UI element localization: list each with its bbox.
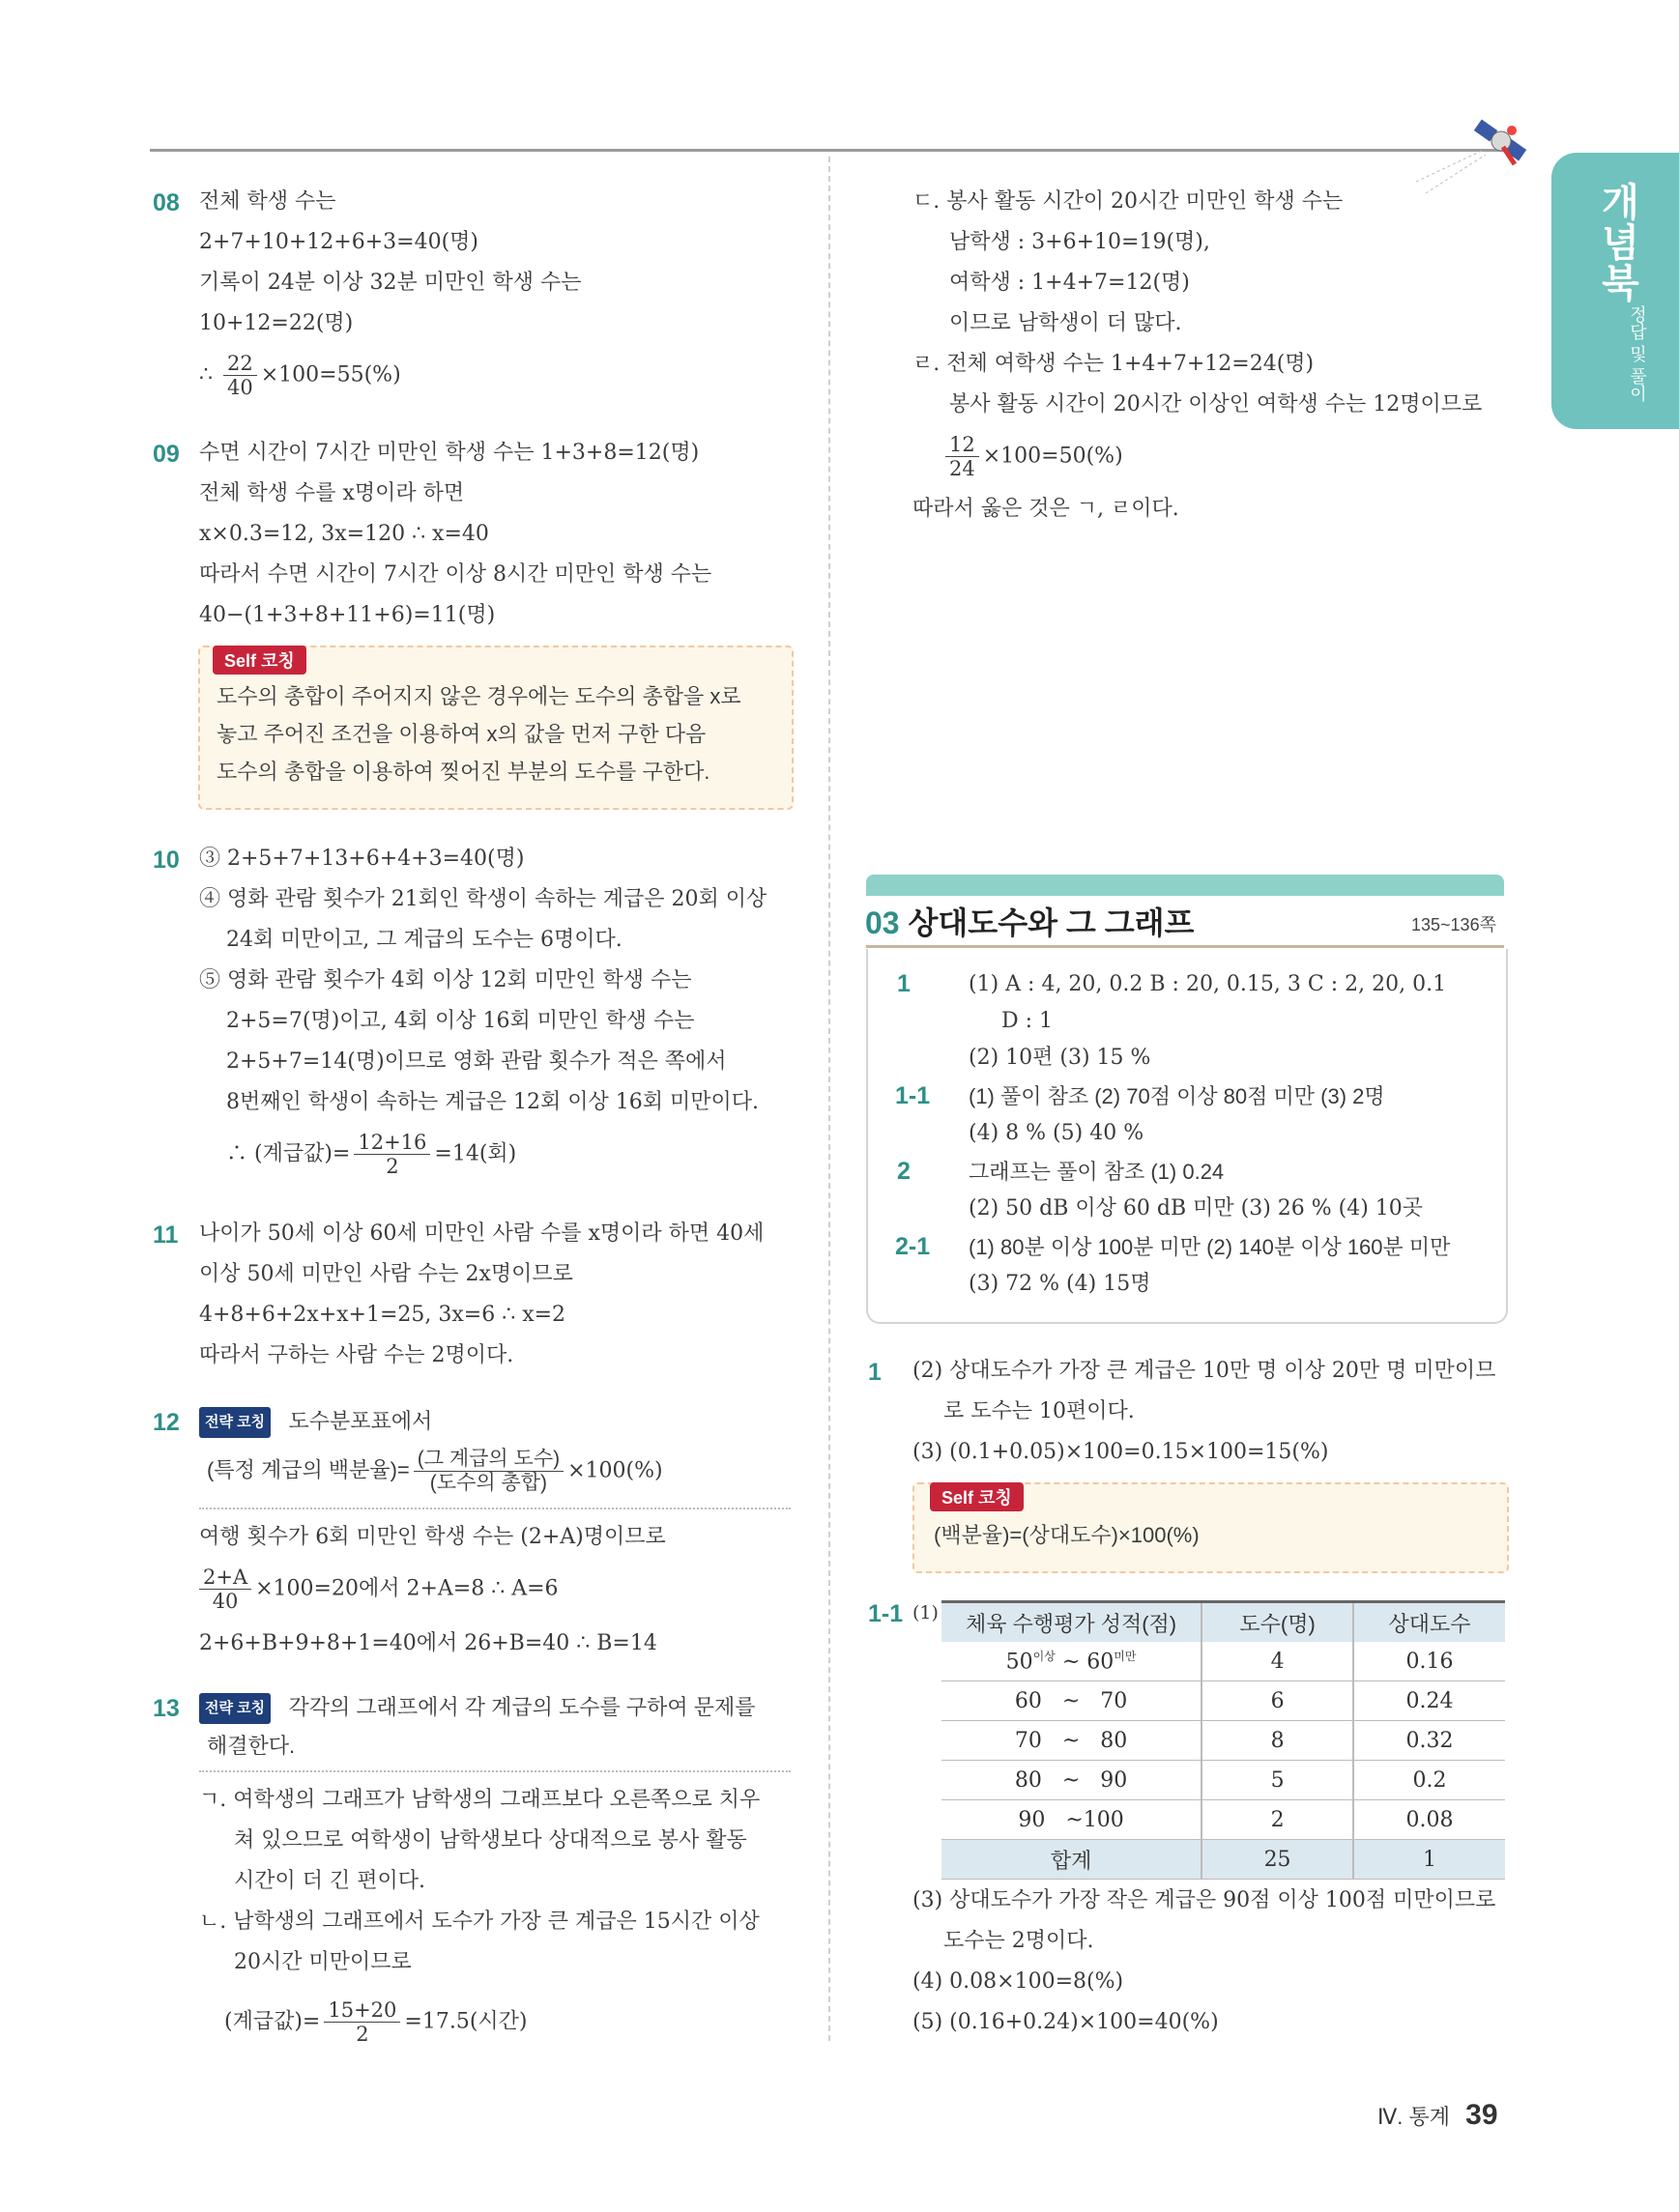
- q13-line: 시간이 더 긴 편이다.: [234, 1869, 425, 1893]
- frequency-cell: 8: [1201, 1721, 1353, 1761]
- total-label: 합계: [941, 1840, 1201, 1880]
- q11-line: 4+8+6+2x+x+1=25, 3x=6 ∴ x=2: [199, 1303, 566, 1327]
- answer-box: [866, 949, 1508, 1324]
- q13-line: 쳐 있으므로 여학생이 남학생보다 상대적으로 봉사 활동: [234, 1828, 747, 1853]
- table-header: 상대도수: [1353, 1602, 1505, 1643]
- class-interval: 70 ~ 80: [941, 1721, 1201, 1761]
- self-coaching-tag: Self 코칭: [213, 646, 306, 675]
- q13-line: ㄱ. 여학생의 그래프가 남학생의 그래프보다 오른쪽으로 치우: [199, 1788, 761, 1812]
- solution-line: (3) (0.1+0.05)×100=0.15×100=15(%): [912, 1440, 1329, 1464]
- problem-11-number: 11: [153, 1221, 179, 1249]
- column-divider: [828, 157, 830, 2041]
- solution-line: 도수는 2명이다.: [943, 1929, 1094, 1953]
- answer-line: (2) 10편 (3) 15 %: [969, 1046, 1151, 1070]
- rc-line: ㄷ. 봉사 활동 시간이 20시간 미만인 학생 수는: [912, 189, 1344, 214]
- rc-line: 여학생 : 1+4+7=12(명): [949, 271, 1190, 295]
- page-footer: [1377, 2099, 1498, 2132]
- satellite-icon: [1416, 106, 1542, 193]
- relative-frequency-cell: 0.2: [1353, 1761, 1505, 1800]
- solution-line: (4) 0.08×100=8(%): [912, 1969, 1124, 1994]
- section-pages: 135~136쪽: [1411, 915, 1496, 934]
- footer-section: Ⅳ. 통계: [1377, 2105, 1451, 2129]
- q13-line: 20시간 미만이므로: [234, 1950, 412, 1974]
- q10-line: 24회 미만이고, 그 계급의 도수는 6명이다.: [226, 928, 622, 952]
- table-total-row: [941, 1840, 1505, 1880]
- solution-line: 로 도수는 10편이다.: [943, 1399, 1135, 1423]
- q09-line: x×0.3=12, 3x=120 ∴ x=40: [199, 522, 489, 546]
- section-underline: [866, 945, 1504, 948]
- q08-fraction-line: ∴ $\frac{22}{40}$ ×100=55(%): [199, 352, 401, 399]
- answer-line: (1) 풀이 참조 (2) 70점 이상 80점 미만 (3) 2명: [969, 1084, 1385, 1108]
- q12-line: 2+6+B+9+8+1=40에서 26+B=40 ∴ B=14: [199, 1631, 657, 1655]
- q10-calc: ∴ (계급값)= $\frac{12+16}{2}$ =14(회): [226, 1131, 517, 1178]
- table-row: [941, 1800, 1505, 1840]
- q10-line: ⑤ 영화 관람 횟수가 4회 이상 12회 미만인 학생 수는: [199, 968, 692, 992]
- rc-fraction-line: $\frac{12}{24}$ ×100=50(%): [945, 433, 1123, 480]
- problem-12-number: 12: [153, 1409, 180, 1436]
- q09-line: 따라서 수면 시간이 7시간 이상 8시간 미만인 학생 수는: [199, 562, 712, 587]
- section-title: 03 상대도수와 그 그래프: [865, 905, 1195, 940]
- answer-line: D : 1: [1001, 1009, 1054, 1033]
- q13-separator: [199, 1770, 791, 1772]
- solution-line: (5) (0.16+0.24)×100=40(%): [912, 2010, 1219, 2034]
- q08-line: 기록이 24분 이상 32분 미만인 학생 수는: [199, 271, 582, 295]
- q10-line: ③ 2+5+7+13+6+4+3=40(명): [199, 847, 525, 871]
- answer-line: (1) 80분 이상 100분 미만 (2) 140분 이상 160분 미만: [969, 1235, 1451, 1259]
- rc-line: 봉사 활동 시간이 20시간 이상인 여학생 수는 12명이므로: [949, 392, 1483, 417]
- side-tab-title: 개념북: [1596, 182, 1638, 303]
- class-interval: 60 ~ 70: [941, 1681, 1201, 1721]
- q12-intro: 전략 코칭 도수분포표에서: [199, 1407, 432, 1438]
- q11-line: 이상 50세 미만인 사람 수는 2x명이므로: [199, 1262, 573, 1286]
- class-interval: 80 ~ 90: [941, 1761, 1201, 1800]
- answer-line: 그래프는 풀이 참조 (1) 0.24: [969, 1160, 1225, 1184]
- self-coaching-line: 놓고 주어진 조건을 이용하여 x의 값을 먼저 구한 다음: [217, 722, 707, 746]
- rc-line: ㄹ. 전체 여학생 수는 1+4+7+12=24(명): [912, 352, 1315, 376]
- frequency-cell: 4: [1201, 1642, 1353, 1681]
- frequency-cell: 2: [1201, 1800, 1353, 1840]
- relative-frequency-cell: 0.16: [1353, 1642, 1505, 1681]
- solution-number: 1-1: [868, 1600, 904, 1627]
- self-coaching-line: (백분율)=(상대도수)×100(%): [934, 1523, 1200, 1547]
- relative-frequency-cell: 0.32: [1353, 1721, 1505, 1761]
- solution-part: (1): [912, 1602, 939, 1623]
- q13-intro: 해결한다.: [207, 1734, 296, 1758]
- table-header: 도수(명): [1201, 1602, 1353, 1643]
- q10-line: 8번째인 학생이 속하는 계급은 12회 이상 16회 미만이다.: [226, 1090, 759, 1114]
- q09-line: 수면 시간이 7시간 미만인 학생 수는 1+3+8=12(명): [199, 441, 700, 465]
- strategy-coaching-tag: 전략 코칭: [199, 1407, 271, 1438]
- q13-intro: 전략 코칭 각각의 그래프에서 각 계급의 도수를 구하여 문제를: [199, 1693, 755, 1724]
- strategy-coaching-tag: 전략 코칭: [199, 1693, 271, 1724]
- q12-separator: [199, 1508, 791, 1509]
- answer-line: (1) A : 4, 20, 0.2 B : 20, 0.15, 3 C : 2, 20, 0.1: [969, 972, 1447, 996]
- solution-number: 1: [868, 1359, 882, 1386]
- class-interval: $50^{이상}$ ~ $60^{미만}$: [941, 1642, 1201, 1681]
- table-row: [941, 1681, 1505, 1721]
- q09-line: 전체 학생 수를 x명이라 하면: [199, 481, 465, 505]
- answer-line: (2) 50 dB 이상 60 dB 미만 (3) 26 % (4) 10곳: [969, 1196, 1424, 1221]
- q10-line: ④ 영화 관람 횟수가 21회인 학생이 속하는 계급은 20회 이상: [199, 887, 767, 911]
- side-tab[interactable]: [1551, 153, 1679, 429]
- table-header: 체육 수행평가 성적(점): [941, 1602, 1201, 1643]
- q10-line: 2+5+7=14(명)이므로 영화 관람 횟수가 적은 쪽에서: [226, 1049, 727, 1074]
- answer-line: (3) 72 % (4) 15명: [969, 1272, 1151, 1296]
- frequency-cell: 6: [1201, 1681, 1353, 1721]
- q11-line: 따라서 구하는 사람 수는 2명이다.: [199, 1343, 514, 1367]
- q08-line: 2+7+10+12+6+3=40(명): [199, 230, 478, 254]
- solution-line: (2) 상대도수가 가장 큰 계급은 10만 명 이상 20만 명 미만이므: [912, 1359, 1496, 1383]
- class-interval: 90 ~100: [941, 1800, 1201, 1840]
- self-coaching-line: 도수의 총합이 주어지지 않은 경우에는 도수의 총합을 x로: [217, 684, 741, 708]
- problem-13-number: 13: [153, 1695, 180, 1722]
- answer-line: (4) 8 % (5) 40 %: [969, 1121, 1144, 1145]
- total-relative-frequency: 1: [1353, 1840, 1505, 1880]
- problem-08-number: 08: [153, 189, 180, 216]
- answer-number: 1-1: [895, 1082, 931, 1109]
- table-row: [941, 1642, 1505, 1681]
- q13-calc: (계급값)= $\frac{15+20}{2}$ =17.5(시간): [224, 1998, 528, 2046]
- q13-line: ㄴ. 남학생의 그래프에서 도수가 가장 큰 계급은 15시간 이상: [199, 1910, 760, 1934]
- q11-line: 나이가 50세 이상 60세 미만인 사람 수를 x명이라 하면 40세: [199, 1221, 765, 1246]
- q12-line: 여행 횟수가 6회 미만인 학생 수는 (2+A)명이므로: [199, 1525, 666, 1549]
- rc-conclusion: 따라서 옳은 것은 ㄱ, ㄹ이다.: [912, 497, 1179, 521]
- relative-frequency-cell: 0.24: [1353, 1681, 1505, 1721]
- problem-09-number: 09: [153, 441, 180, 468]
- table-row: [941, 1721, 1505, 1761]
- q08-line: 10+12=22(명): [199, 311, 354, 335]
- top-rule: [150, 149, 1522, 152]
- side-tab-subtitle: 정답 및 풀이: [1628, 305, 1647, 403]
- answer-number: 1: [897, 970, 911, 997]
- q12-formula: (특정 계급의 백분율)= $\frac{\text{(그 계급의 도수)}}{\text{(도수의 총합)}}$ ×100(%): [207, 1448, 663, 1494]
- frequency-cell: 5: [1201, 1761, 1353, 1800]
- rc-line: 이므로 남학생이 더 많다.: [949, 311, 1182, 335]
- q10-line: 2+5=7(명)이고, 4회 이상 16회 미만인 학생 수는: [226, 1009, 695, 1033]
- total-frequency: 25: [1201, 1840, 1353, 1880]
- q12-line: $\frac{2+A}{40}$ ×100=20에서 2+A=8 ∴ A=6: [199, 1566, 559, 1613]
- problem-10-number: 10: [153, 847, 180, 874]
- section-header-bar: [866, 875, 1504, 896]
- answer-number: 2-1: [895, 1233, 931, 1260]
- relative-frequency-cell: 0.08: [1353, 1800, 1505, 1840]
- q08-line: 전체 학생 수는: [199, 189, 336, 214]
- frequency-table: [941, 1600, 1505, 1880]
- self-coaching-line: 도수의 총합을 이용하여 찢어진 부분의 도수를 구한다.: [217, 760, 710, 784]
- solution-line: (3) 상대도수가 가장 작은 계급은 90점 이상 100점 미만이므로: [912, 1888, 1496, 1912]
- q09-line: 40−(1+3+8+11+6)=11(명): [199, 603, 496, 627]
- table-row: [941, 1761, 1505, 1800]
- self-coaching-tag: Self 코칭: [930, 1482, 1024, 1511]
- page-number: 39: [1465, 2099, 1498, 2131]
- rc-line: 남학생 : 3+6+10=19(명),: [949, 230, 1210, 254]
- answer-number: 2: [897, 1158, 911, 1185]
